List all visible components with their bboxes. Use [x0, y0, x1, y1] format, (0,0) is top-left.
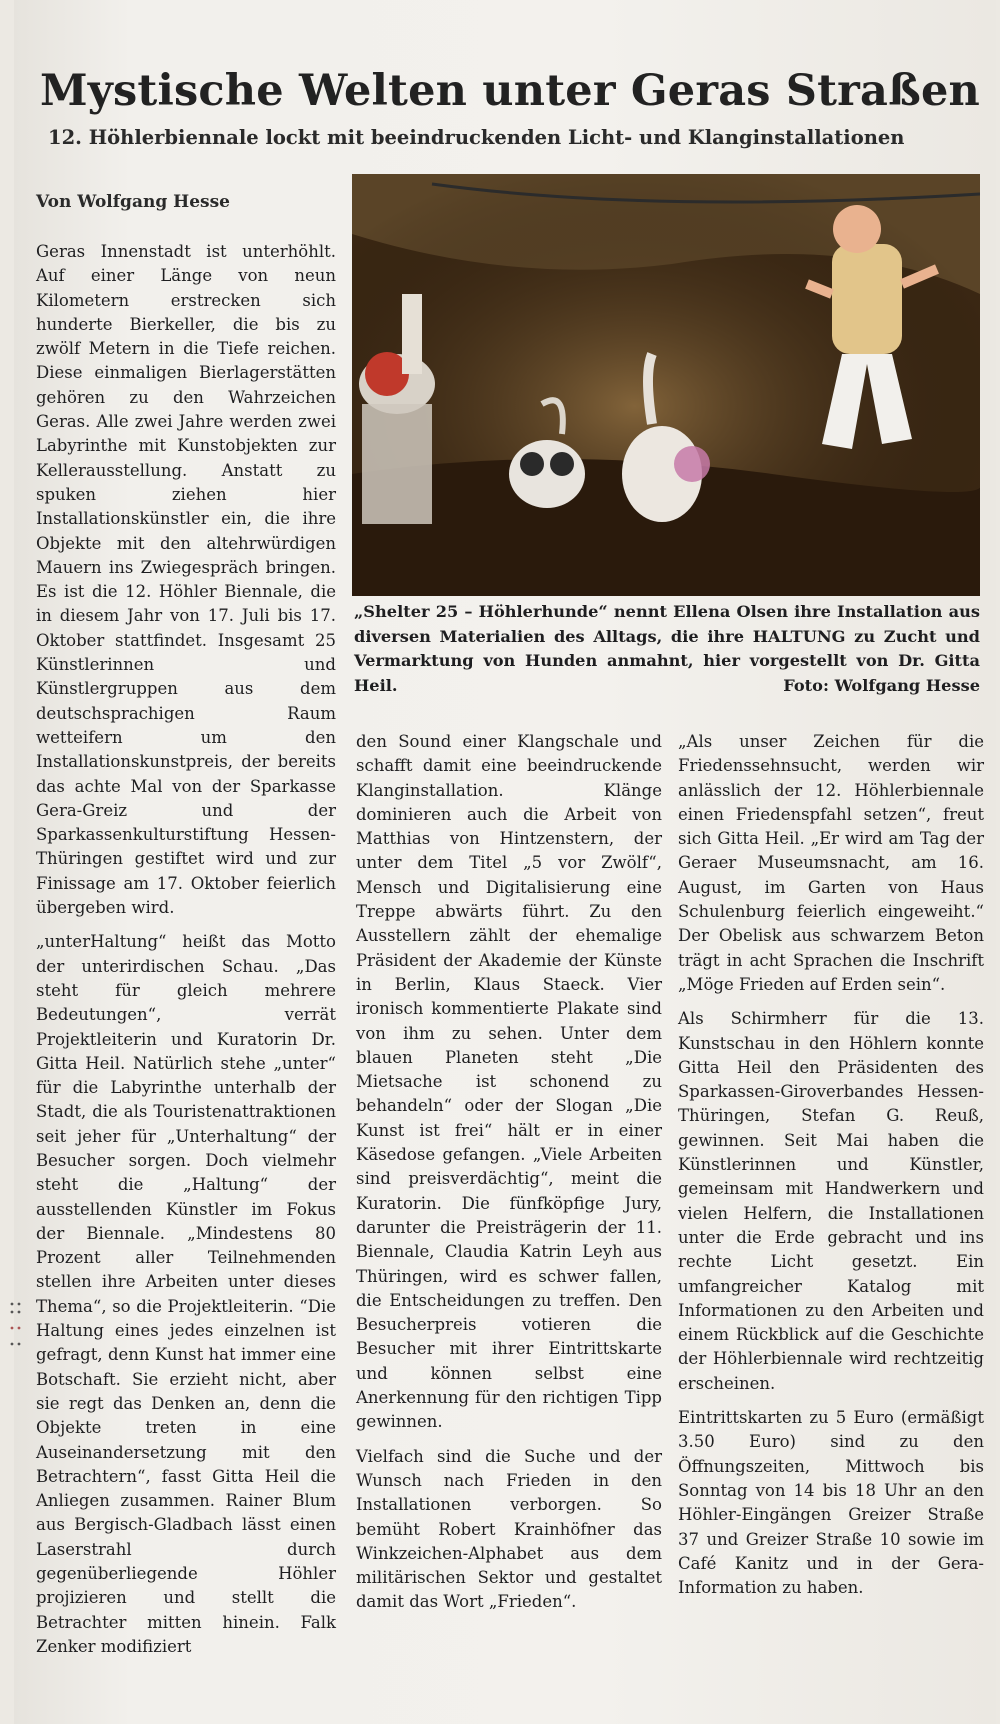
paragraph: Geras Innenstadt ist unterhöhlt. Auf einer Länge von neun Kilometern erstrecken sich hunderte Bierkeller, die bis zu zwölf Metern in die Tiefe reichen. Diese einmaligen Bierlagerstätten gehören zu den Wahrzeichen Geras. Alle zwei Jahre werden zwei Labyrinthe mit Kunstobjekten zur Kellerausstellung. Anstatt zu spuken ziehen hier Installationskünstler ein, die ihre Objekte mit den altehrwürdigen Mauern ins Zwiegespräch bringen. Es ist die 12. Höhler Biennale, die in diesem Jahr von 17. Juli bis 17. Oktober stattfindet. Insgesamt 25 Künstlerinnen und Künstlergruppen aus dem deutschsprachigen Raum wetteifern um den Installationskunstpreis, der bereits das achte Mal von der Sparkasse Gera-Greiz und der Sparkassenkulturstiftung Hessen-Thüringen gestiftet wird und zur Finissage am 17. Oktober feierlich übergeben wird. [36, 242, 336, 918]
column-2 [356, 730, 662, 1615]
margin-marks [8, 1300, 24, 1360]
subheadline: 12. Höhlerbiennale lockt mit beeindruckenden Licht- und Klanginstallationen [48, 126, 905, 149]
paragraph: „unterHaltung“ heißt das Motto der unterirdischen Schau. „Das steht für gleich mehrere Bedeutungen“, verrät Projektleiterin und Kuratorin Dr. Gitta Heil. Natürlich stehe „unter“ für die Labyrinthe unterhalb der Stadt, die als Touristenattraktionen seit jeher für „Unterhaltung“ der Besucher sorgen. Doch vielmehr steht die „Haltung“ der ausstellenden Künstler im Fokus der Biennale. „Mindestens 80 Prozent aller Teilnehmenden stellen ihre Arbeiten unter dieses Thema“, so die Projektleiterin. “Die Haltung eines jedes einzelnen ist gefragt, denn Kunst hat immer eine Botschaft. Sie erzieht nicht, aber sie regt das Denken an, denn die Objekte treten in eine Auseinandersetzung mit den Betrachtern“, fasst Gitta Heil die Anliegen zusammen. Rainer Blum aus Bergisch-Gladbach lässt einen Laserstrahl durch gegenüberliegende Höhler projizieren und stellt die Betrachter mitten hinein. Falk Zenker modifiziert [36, 932, 336, 1656]
paragraph: Vielfach sind die Suche und der Wunsch nach Frieden in den Installationen verborgen. So bemüht Robert Krainhöfner das Winkzeichen-Alphabet aus dem militärischen Sektor und gestaltet damit das Wort „Frieden“. [356, 1446, 662, 1612]
caption-text: „Shelter 25 – Höhlerhunde“ nennt Ellena Olsen ihre Installation aus diversen Materialien des Alltags, die ihre HALTUNG zu Zucht und Vermarktung von Hunden anmahnt, hier vorgestellt von Dr. Gitta Heil. [354, 602, 980, 695]
column-3 [678, 730, 984, 1600]
column-1 [36, 240, 336, 1659]
paragraph: „Als unser Zeichen für die Friedenssehnsucht, werden wir anlässlich der 12. Höhlerbiennale einen Friedenspfahl setzen“, freut sich Gitta Heil. „Er wird am Tag der Geraer Museumsnacht, am 16. August, im Garten von Haus Schulenburg feierlich eingeweiht.“ Der Obelisk aus schwarzem Beton trägt in acht Sprachen die Inschrift „Möge Frieden auf Erden sein“. [678, 732, 984, 994]
photo-caption [354, 600, 980, 698]
paragraph: Eintrittskarten zu 5 Euro (ermäßigt 3.50 Euro) sind zu den Öffnungszeiten, Mittwoch bis Sonntag von 14 bis 18 Uhr an den Höhler-Eingängen Greizer Straße 37 und Greizer Straße 10 sowie im Café Kanitz und in der Gera-Information zu haben. [678, 1408, 984, 1598]
photo-credit: Foto: Wolfgang Hesse [783, 675, 980, 695]
article-photo [352, 174, 980, 596]
byline: Von Wolfgang Hesse [36, 192, 230, 212]
paragraph: den Sound einer Klangschale und schafft damit eine beeindruckende Klanginstallation. Klänge dominieren auch die Arbeit von Matthias von Hintzenstern, der unter dem Titel „5 vor Zwölf“, Mensch und Digitalisierung eine Treppe abwärts führt. Zu den Ausstellern zählt der ehemalige Präsident der Akademie der Künste in Berlin, Klaus Staeck. Vier ironisch kommentierte Plakate sind von ihm zu sehen. Unter dem blauen Planeten steht „Die Mietsache ist schonend zu behandeln“ oder der Slogan „Die Kunst ist frei“ hält er in einer Käsedose gefangen. „Viele Arbeiten sind preisverdächtig“, meint die Kuratorin. Die fünfköpfige Jury, darunter die Preisträgerin der 11. Biennale, Claudia Katrin Leyh aus Thüringen, wird es schwer fallen, die Entscheidungen zu treffen. Den Besucherpreis votieren die Besucher mit ihrer Eintrittskarte und können selbst eine Anerkennung für den richtigen Tipp gewinnen. [356, 732, 662, 1432]
paragraph: Als Schirmherr für die 13. Kunstschau in den Höhlern konnte Gitta Heil den Präsidenten des Sparkassen-Giroverbandes Hessen-Thüringen, Stefan G. Reuß, gewinnen. Seit Mai haben die Künstlerinnen und Künstler, gemeinsam mit Handwerkern und vielen Helfern, die Installationen unter die Erde gebracht und ins rechte Licht gesetzt. Ein umfangreicher Katalog mit Informationen zu den Arbeiten und einem Rückblick auf die Geschichte der Höhlerbiennale wird rechtzeitig erscheinen. [678, 1009, 984, 1393]
photo-illustration [352, 174, 980, 596]
headline: Mystische Welten unter Geras Straßen [40, 66, 980, 116]
